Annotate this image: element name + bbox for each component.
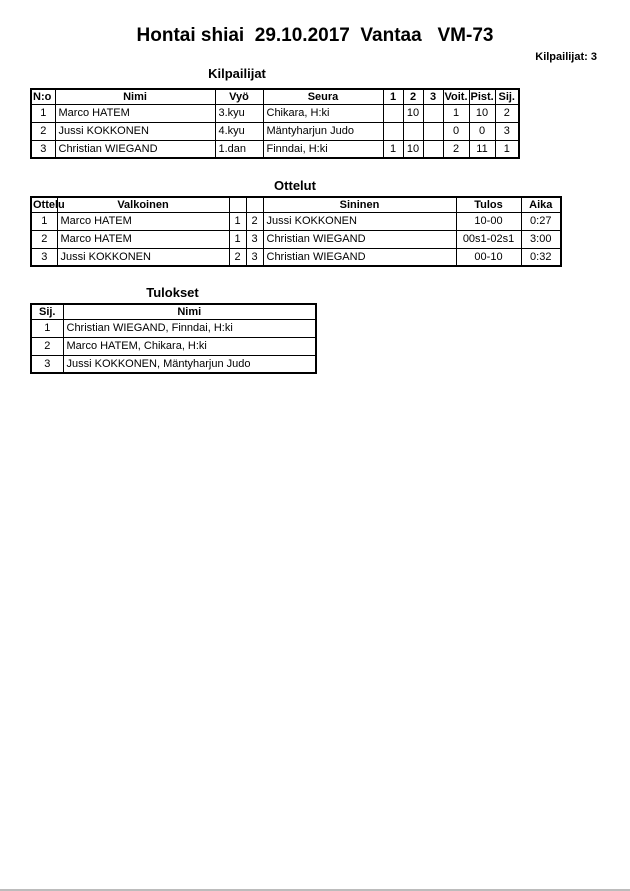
header-place: Sij. [495,89,519,104]
cell-place: 2 [495,104,519,122]
cell-points: 10 [469,104,495,122]
cell-blue-number: 3 [246,230,263,248]
cell-no: 2 [31,122,55,140]
table-row [31,104,519,122]
cell-points: 11 [469,140,495,158]
header-no: N:o [31,89,55,104]
cell-wins: 1 [443,104,469,122]
results-table [30,303,317,374]
cell-round-2: 10 [403,140,423,158]
heading-competitors: Kilpailijat [208,66,266,81]
competitor-count-label: Kilpailijat: 3 [535,51,597,63]
cell-round-1 [383,122,403,140]
cell-round-3 [423,104,443,122]
table-row [31,122,519,140]
header-white: Valkoinen [57,197,229,212]
cell-belt: 3.kyu [215,104,263,122]
header-wins: Voit. [444,90,468,103]
table-row [31,355,316,373]
cell-name: Marco HATEM [55,104,215,122]
matches-header-row [31,197,561,212]
cell-belt: 1.dan [215,140,263,158]
cell-round-2: 10 [403,104,423,122]
cell-points: 0 [469,122,495,140]
cell-blue-number: 2 [246,212,263,230]
cell-time: 3:00 [521,230,561,248]
header-points: Pist. [470,90,494,103]
cell-place: 1 [31,319,63,337]
cell-name: Christian WIEGAND [55,140,215,158]
header-blank [229,197,246,212]
cell-blue-name: Christian WIEGAND [263,248,456,266]
header-blue: Sininen [263,197,456,212]
cell-place: 3 [495,122,519,140]
header-round-3: 3 [423,89,443,104]
page-title: Hontai shiai 29.10.2017 Vantaa VM-73 [136,25,494,46]
header-name: Nimi [55,89,215,104]
header-time: Aika [521,197,561,212]
cell-result: 10-00 [456,212,521,230]
cell-time: 0:32 [521,248,561,266]
header-place: Sij. [31,304,63,319]
cell-result-name: Christian WIEGAND, Finndai, H:ki [63,319,316,337]
cell-belt: 4.kyu [215,122,263,140]
cell-white-name: Marco HATEM [57,212,229,230]
cell-round-3 [423,122,443,140]
competitors-table [30,88,520,159]
competitors-header-row [31,89,519,104]
cell-name: Jussi KOKKONEN [55,122,215,140]
cell-club: Chikara, H:ki [263,104,383,122]
cell-result: 00s1-02s1 [456,230,521,248]
table-row [31,337,316,355]
cell-no: 1 [31,104,55,122]
cell-round-1: 1 [383,140,403,158]
cell-white-number: 2 [229,248,246,266]
table-row [31,230,561,248]
cell-result-name: Jussi KOKKONEN, Mäntyharjun Judo [63,355,316,373]
cell-time: 0:27 [521,212,561,230]
header-round-2: 2 [403,89,423,104]
header-match-no: Ottelu [33,198,65,211]
table-row [31,140,519,158]
heading-matches: Ottelut [274,178,316,193]
heading-results: Tulokset [146,285,199,300]
cell-wins: 0 [443,122,469,140]
header-round-1: 1 [383,89,403,104]
cell-place: 1 [495,140,519,158]
cell-club: Mäntyharjun Judo [263,122,383,140]
results-header-row [31,304,316,319]
cell-round-2 [403,122,423,140]
header-blank [246,197,263,212]
cell-match-no: 2 [31,230,57,248]
table-row [31,248,561,266]
cell-club: Finndai, H:ki [263,140,383,158]
table-row [31,212,561,230]
cell-result: 00-10 [456,248,521,266]
cell-white-number: 1 [229,230,246,248]
header-club: Seura [263,89,383,104]
cell-place: 3 [31,355,63,373]
header-belt: Vyö [215,89,263,104]
cell-round-1 [383,104,403,122]
matches-table [30,196,562,267]
cell-result-name: Marco HATEM, Chikara, H:ki [63,337,316,355]
table-row [31,319,316,337]
cell-no: 3 [31,140,55,158]
cell-white-name: Jussi KOKKONEN [57,248,229,266]
cell-match-no: 3 [31,248,57,266]
cell-wins: 2 [443,140,469,158]
cell-blue-name: Jussi KOKKONEN [263,212,456,230]
cell-place: 2 [31,337,63,355]
cell-white-number: 1 [229,212,246,230]
header-result: Tulos [456,197,521,212]
cell-round-3 [423,140,443,158]
header-name: Nimi [63,304,316,319]
cell-blue-name: Christian WIEGAND [263,230,456,248]
cell-white-name: Marco HATEM [57,230,229,248]
cell-blue-number: 3 [246,248,263,266]
cell-match-no: 1 [31,212,57,230]
